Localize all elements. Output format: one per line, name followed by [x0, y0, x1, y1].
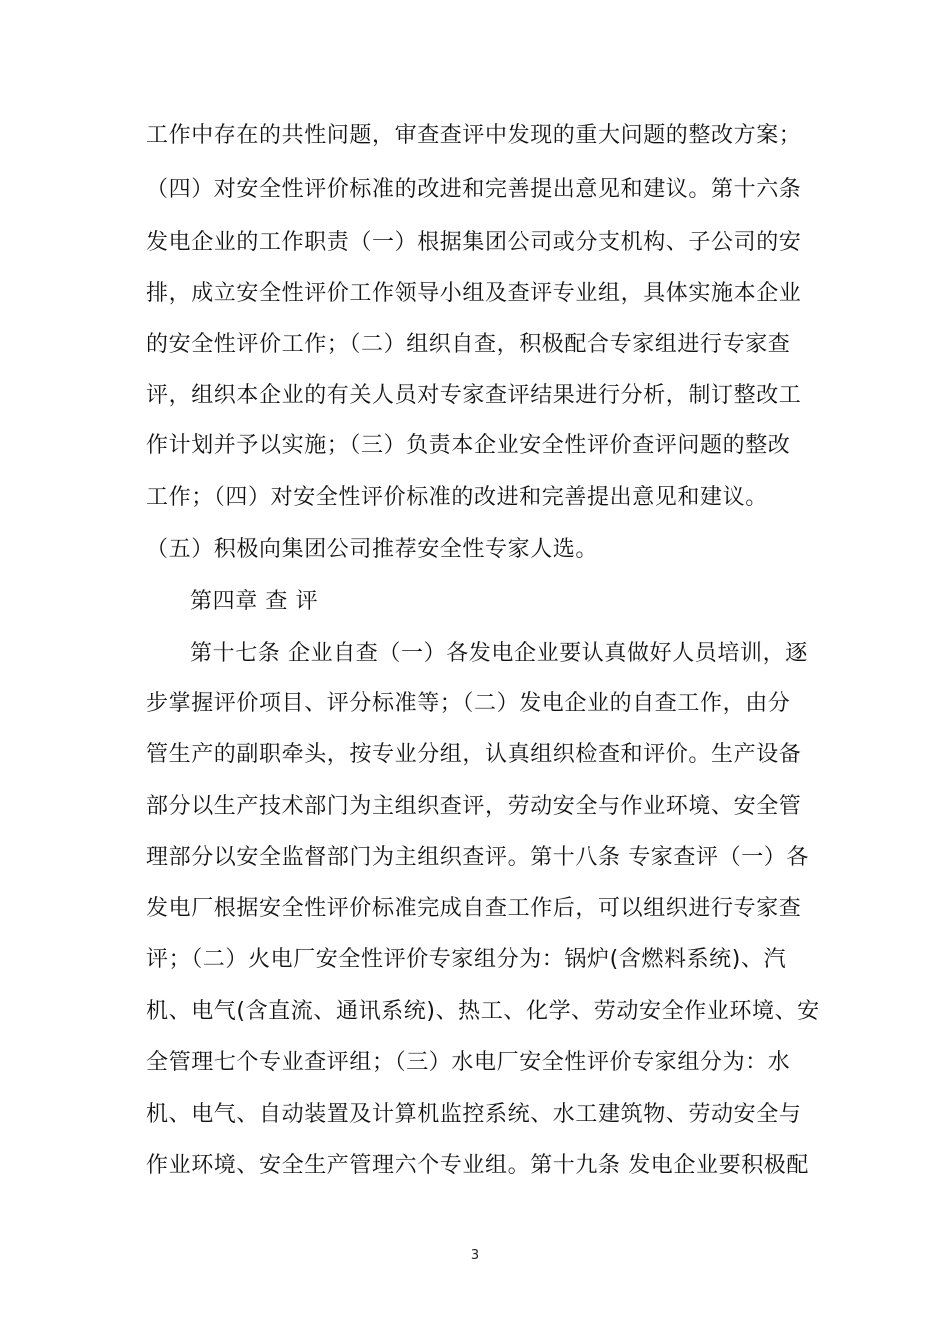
- text-line-16: 发电厂根据安全性评价标准完成自查工作后，可以组织进行专家查: [146, 896, 802, 921]
- text-line-6: 评，组织本企业的有关人员对专家查评结果进行分析，制订整改工: [146, 383, 802, 408]
- text-line-9: （五）积极向集团公司推荐安全性专家人选。: [146, 537, 599, 562]
- text-line-20: 机、电气、自动装置及计算机监控系统、水工建筑物、劳动安全与: [146, 1102, 802, 1127]
- text-line-3: 发电企业的工作职责（一）根据集团公司或分支机构、子公司的安: [146, 230, 802, 255]
- text-line-7: 作计划并予以实施；（三）负责本企业安全性评价查评问题的整改: [146, 433, 791, 458]
- page-number: 3: [470, 1248, 480, 1263]
- text-line-17: 评；（二）火电厂安全性评价专家组分为：锅炉(含燃料系统)、汽: [146, 947, 787, 972]
- text-line-18: 机、电气(含直流、通讯系统)、热工、化学、劳动安全作业环境、安: [146, 999, 820, 1024]
- text-line-21: 作业环境、安全生产管理六个专业组。第十九条 发电企业要积极配: [146, 1153, 809, 1178]
- text-line-8: 工作；（四）对安全性评价标准的改进和完善提出意见和建议。: [146, 485, 768, 510]
- text-line-19: 全管理七个专业查评组；（三）水电厂安全性评价专家组分为：水: [146, 1050, 791, 1075]
- text-line-5: 的安全性评价工作；（二）组织自查，积极配合专家组进行专家查: [146, 332, 791, 357]
- text-line-2: （四）对安全性评价标准的改进和完善提出意见和建议。第十六条: [146, 177, 802, 202]
- text-line-13: 管生产的副职牵头，按专业分组，认真组织检查和评价。生产设备: [146, 742, 802, 767]
- text-line-11: 第十七条 企业自查（一）各发电企业要认真做好人员培训，逐: [190, 641, 808, 666]
- text-line-15: 理部分以安全监督部门为主组织查评。第十八条 专家查评（一）各: [146, 845, 809, 870]
- text-line-14: 部分以生产技术部门为主组织查评，劳动安全与作业环境、安全管: [146, 794, 802, 819]
- text-line-12: 步掌握评价项目、评分标准等；（二）发电企业的自查工作，由分: [146, 691, 791, 716]
- chapter-heading: 第四章 查 评: [190, 589, 319, 614]
- text-line-1: 工作中存在的共性问题，审查查评中发现的重大问题的整改方案；: [146, 123, 802, 148]
- text-line-4: 排，成立安全性评价工作领导小组及查评专业组，具体实施本企业: [146, 281, 802, 306]
